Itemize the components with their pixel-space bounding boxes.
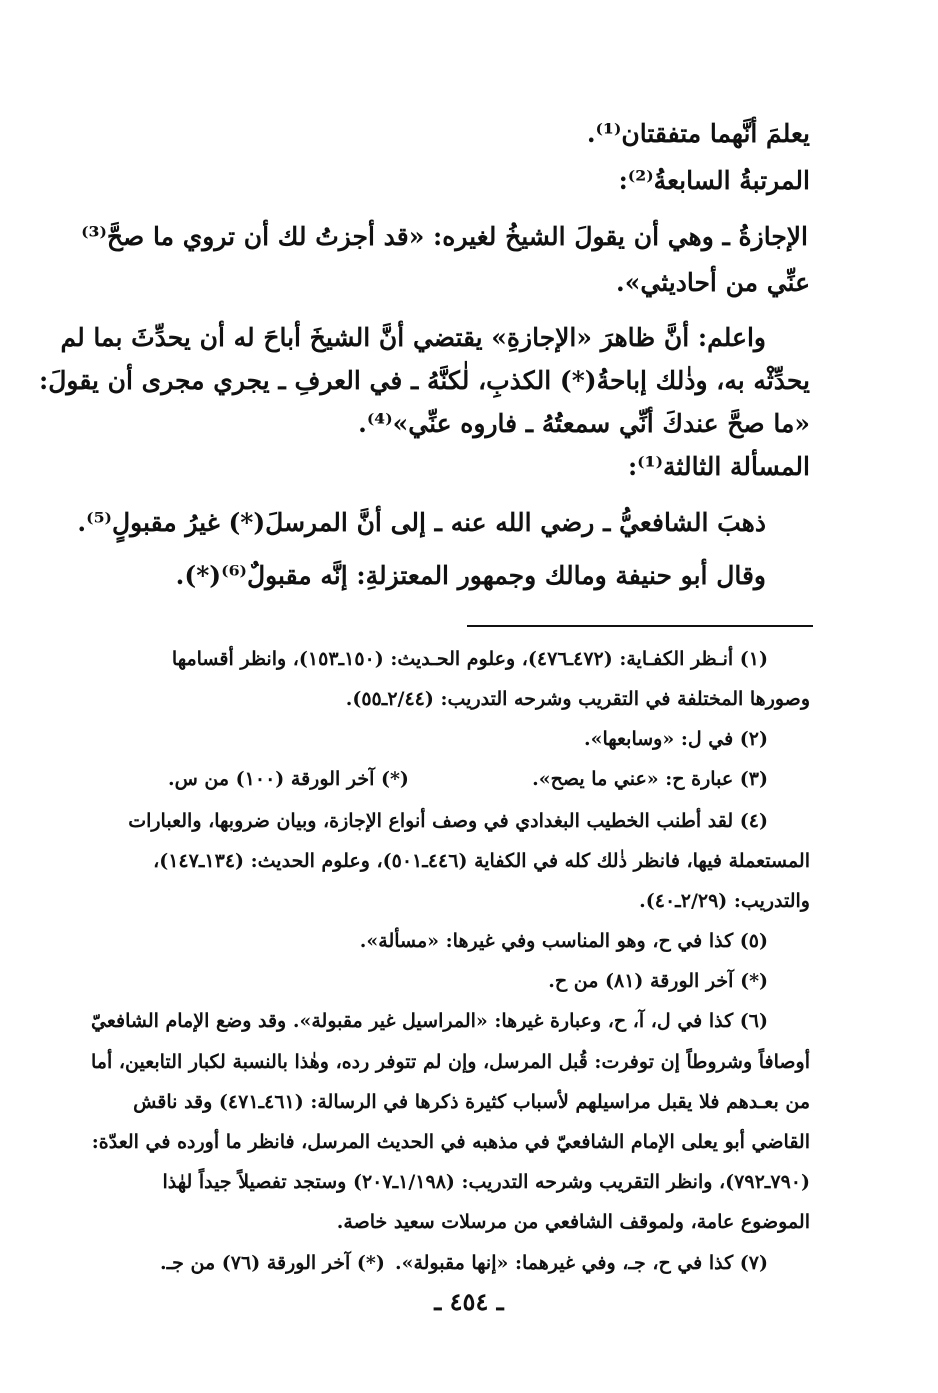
footnote-6-line-5: (٧٩٠ـ٧٩٢)، وانظر التقريب وشرحه التدريب: (١/١٩٨ـ٢٠٧) وستجد تفصيلاً جيداً لهٰذا: [162, 1171, 810, 1193]
footnote-6-line-3: من بعـدهم فلا يقبل مراسيلهم لأسباب كثيرة ذكرها في الرسالة: (٤٦١ـ٤٧١) وقد ناقش: [133, 1091, 810, 1113]
footnote-star-j-76: (*) آخر الورقة (٧٦) من جـ.: [160, 1252, 385, 1274]
main-line-3: الإجازةُ ـ وهي أن يقولَ الشيخُ لغيره: «قد أجزتُ لك أن تروي ما صحَّ⁽³⁾: [81, 222, 808, 251]
main-line-9: ذهبَ الشافعيُّ ـ رضي الله عنه ـ إلى أنَّ المرسلَ(*) غيرُ مقبولٍ⁽⁵⁾.: [77, 508, 766, 537]
page-number: ـ ٤٥٤ ـ: [434, 1287, 504, 1316]
footnote-star-h-81: (*) آخر الورقة (٨١) من ح.: [548, 970, 768, 992]
footnote-6-line-6: الموضوع عامة، ولموقف الشافعي من مرسلات سعيد خاصة.: [336, 1211, 810, 1233]
footnote-4-line-2: المستعملة فيها، فانظر ذٰلك كله في الكفاية (٤٤٦ـ٥٠١)، وعلوم الحديث: (١٣٤ـ١٤٧)،: [153, 850, 810, 872]
footnote-4-line-3: والتدريب: (٢/٢٩ـ٤٠).: [639, 890, 810, 912]
section-heading-third-issue: المسألة الثالثة⁽¹⁾:: [627, 452, 810, 481]
main-line-10: وقال أبو حنيفة ومالك وجمهور المعتزلةِ: إنَّه مقبولٌ⁽⁶⁾(*).: [175, 561, 766, 590]
main-line-6: يحدِّثْه به، وذٰلك إباحةُ(*) الكذبِ، لٰكنَّهُ ـ في العرفِ ـ يجري مجرى أن يقولَ:: [39, 366, 810, 395]
footnote-1-line-1: (١) أنـظر الكفـاية: (٤٧٢ـ٤٧٦)، وعلوم الحـديث: (١٥٠ـ١٥٣)، وانظر أقسامها: [171, 648, 768, 670]
main-line-4: عنِّي من أحاديثي».: [616, 268, 810, 297]
footnote-1-line-2: وصورها المختلفة في التقريب وشرحه التدريب: (٢/٤٤ـ٥٥).: [345, 688, 810, 710]
footnote-2: (٢) في ل: «وسابعها».: [583, 728, 768, 750]
footnote-star-s-100: (*) آخر الورقة (١٠٠) من س.: [168, 768, 409, 790]
footnote-4-line-1: (٤) لقد أطنب الخطيب البغدادي في وصف أنواع الإجازة، وبيان ضروبها، والعبارات: [128, 810, 768, 832]
footnote-5: (٥) كذا في ح، وهو المناسب وفي غيرها: «مسألة».: [359, 930, 768, 952]
footnote-3: (٣) عبارة ح: «عني ما يصح».: [532, 768, 768, 790]
section-heading-seventh-rank: المرتبةُ السابعةُ⁽²⁾:: [618, 166, 810, 195]
footnote-6-line-4: القاضي أبو يعلى الإمام الشافعيّ في مذهبه في الحديث المرسل، فانظر ما أورده في العدّة:: [91, 1131, 810, 1153]
footnote-6-line-2: أوصافاً وشروطاً إن توفرت: قُبل المرسل، وإن لم تتوفر رده، وهٰذا بالنسبة لكبار التابعين، أما: [91, 1051, 810, 1073]
footnote-6-line-1: (٦) كذا في ل، آ، ح، وعبارة غيرها: «المراسيل غير مقبولة». وقد وضع الإمام الشافعيّ: [91, 1010, 768, 1032]
main-line-5: واعلم: أنَّ ظاهرَ «الإجازةِ» يقتضي أنَّ الشيخَ أباحَ له أن يحدِّثَ بما لم: [60, 323, 766, 352]
main-line-1: يعلمَ أنَّهما متفقتان⁽¹⁾.: [586, 119, 810, 148]
main-line-7: «ما صحَّ عندكَ أنِّي سمعتُهُ ـ فاروه عنِّي»⁽⁴⁾.: [358, 409, 810, 438]
footnote-7: (٧) كذا في ح، جـ، وفي غيرهما: «إنها مقبولة».: [394, 1252, 768, 1274]
footnote-separator: [467, 625, 813, 627]
